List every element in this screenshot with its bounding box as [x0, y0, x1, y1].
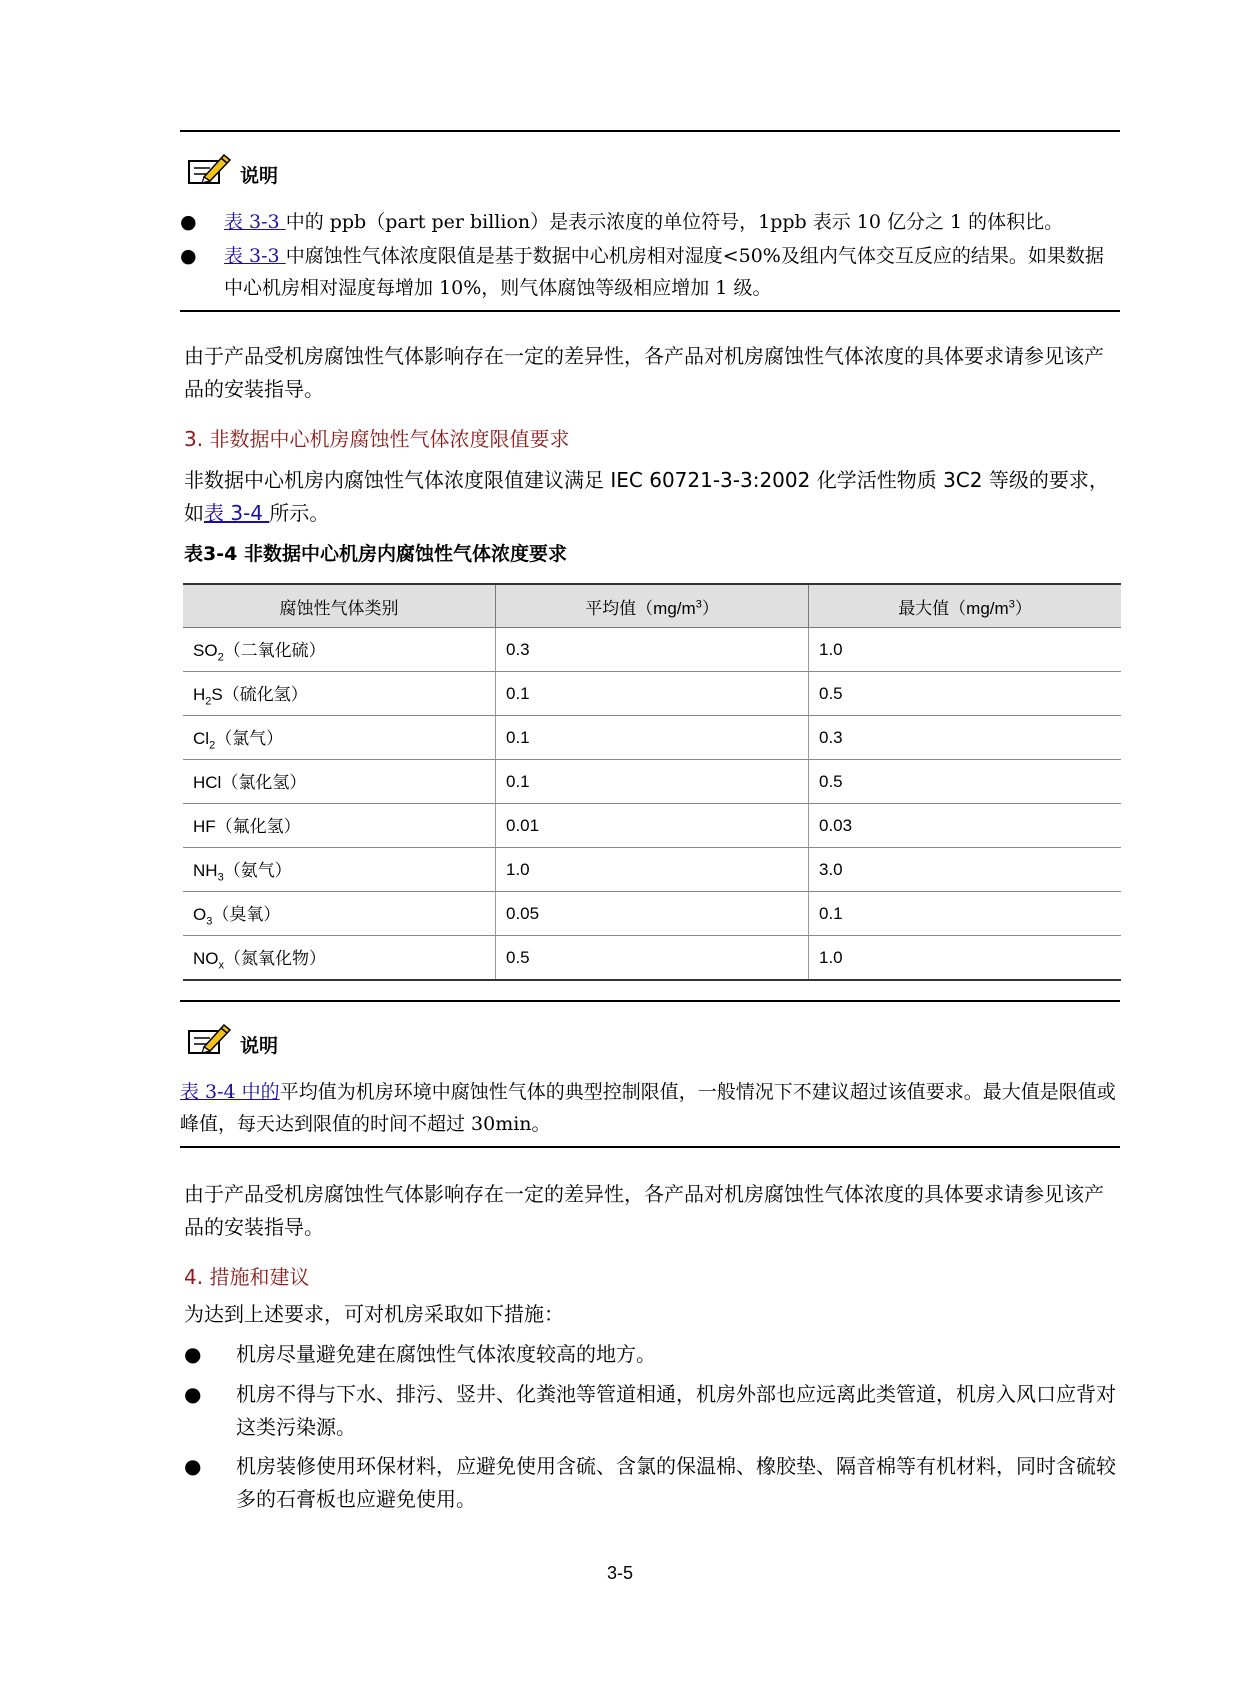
section-heading: 4. 措施和建议 [184, 1265, 310, 1289]
max-cell: 0.03 [809, 804, 1122, 848]
table-caption: 表3-4 非数据中心机房内腐蚀性气体浓度要求 [184, 543, 567, 565]
gas-cell: $O_3$（臭氧） [183, 892, 496, 936]
max-cell: 0.5 [809, 672, 1122, 716]
note-body-text: 平均值为机房环境中腐蚀性气体的典型控制限值，一般情况下不建议超过该值要求。最大值是限值或峰值，每天达到限值的时间不超过 30min。 [180, 1081, 1116, 1135]
avg-cell: 0.1 [496, 760, 809, 804]
column-header: 平均值$(mg/m^3)$ [496, 584, 809, 628]
note-pencil-icon [186, 149, 232, 189]
note-header [180, 146, 1120, 192]
column-header: 腐蚀性气体类别 [183, 584, 496, 628]
table-link[interactable]: 表 3-4 [204, 501, 270, 525]
list-item [184, 1450, 1120, 1516]
table-row [183, 804, 1121, 848]
note-bullet-text: 中的 ppb（part per billion）是表示浓度的单位符号，1ppb 表示 10 亿分之 1 的体积比。 [285, 211, 1064, 233]
gas-limits-table [183, 583, 1121, 981]
gas-cell: $Cl_2$（氯气） [183, 716, 496, 760]
table-link[interactable]: 表 3-3 [224, 245, 286, 267]
table-row [183, 628, 1121, 672]
note-pencil-icon [186, 1019, 232, 1059]
table-link[interactable]: 表 3-4 中的 [180, 1081, 280, 1103]
note-bullet-text: 中腐蚀性气体浓度限值是基于数据中心机房相对湿度<50%及组内气体交互反应的结果。如果数据中心机房相对湿度每增加 10%，则气体腐蚀等级相应增加 1 级。 [224, 245, 1104, 299]
list-item [184, 1338, 1120, 1371]
table-row [183, 760, 1121, 804]
list-item-text: 机房不得与下水、排污、竖井、化粪池等管道相通，机房外部也应远离此类管道，机房入风口应背对这类污染源。 [236, 1382, 1116, 1439]
table-header-row [183, 584, 1121, 628]
gas-cell: HCl（氯化氢） [183, 760, 496, 804]
paragraph [184, 464, 1120, 530]
max-cell: 0.1 [809, 892, 1122, 936]
max-cell: 0.5 [809, 760, 1122, 804]
max-cell: 1.0 [809, 628, 1122, 672]
note-title: 说明 [240, 164, 279, 187]
avg-cell: 0.5 [496, 936, 809, 981]
gas-cell: HF（氟化氢） [183, 804, 496, 848]
avg-cell: 0.1 [496, 672, 809, 716]
max-cell: 3.0 [809, 848, 1122, 892]
paragraph: 由于产品受机房腐蚀性气体影响存在一定的差异性，各产品对机房腐蚀性气体浓度的具体要求请参见该产品的安装指导。 [184, 344, 1104, 401]
avg-cell: 0.3 [496, 628, 809, 672]
bullet-dot: ● [180, 245, 197, 267]
page-number: 3-5 [606, 1563, 633, 1583]
gas-cell: $NO_x$（氮氧化物） [183, 936, 496, 981]
list-item [184, 1378, 1120, 1444]
table-row [183, 716, 1121, 760]
note-box-2 [180, 1000, 1120, 1148]
list-item-text: 机房尽量避免建在腐蚀性气体浓度较高的地方。 [236, 1342, 656, 1366]
table-row [183, 848, 1121, 892]
max-cell: 1.0 [809, 936, 1122, 981]
note-header [180, 1016, 1120, 1062]
paragraph: 为达到上述要求，可对机房采取如下措施： [184, 1302, 564, 1326]
column-header: 最大值$(mg/m^3)$ [809, 584, 1122, 628]
max-cell: 0.3 [809, 716, 1122, 760]
table-row [183, 892, 1121, 936]
paragraph-text: 所示。 [269, 501, 330, 525]
table-row [183, 672, 1121, 716]
note-bullet [180, 240, 1120, 304]
bullet-dot: ● [184, 1342, 202, 1366]
paragraph-text: 非数据中心机房内腐蚀性气体浓度限值建议满足 IEC 60721-3-3:2002 化学活性物质 3C2 等级的要求，如 [184, 468, 1109, 525]
bullet-dot: ● [184, 1382, 202, 1406]
gas-cell: $NH_3$（氨气） [183, 848, 496, 892]
gas-cell: $H_2S$（硫化氢） [183, 672, 496, 716]
avg-cell: 0.05 [496, 892, 809, 936]
table-row [183, 936, 1121, 981]
note-box-1 [180, 130, 1120, 312]
paragraph: 由于产品受机房腐蚀性气体影响存在一定的差异性，各产品对机房腐蚀性气体浓度的具体要求请参见该产品的安装指导。 [184, 1182, 1104, 1239]
table-link[interactable]: 表 3-3 [224, 211, 286, 233]
section-heading: 3. 非数据中心机房腐蚀性气体浓度限值要求 [184, 427, 570, 451]
gas-cell: $SO_2$（二氧化硫） [183, 628, 496, 672]
avg-cell: 0.1 [496, 716, 809, 760]
bullet-dot: ● [184, 1454, 202, 1478]
avg-cell: 1.0 [496, 848, 809, 892]
avg-cell: 0.01 [496, 804, 809, 848]
list-item-text: 机房装修使用环保材料，应避免使用含硫、含氯的保温棉、橡胶垫、隔音棉等有机材料，同时含硫较多的石膏板也应避免使用。 [236, 1454, 1116, 1511]
note-title: 说明 [240, 1034, 279, 1057]
note-text [180, 1076, 1120, 1140]
note-bullet [180, 206, 1120, 238]
bullet-dot: ● [180, 211, 197, 233]
